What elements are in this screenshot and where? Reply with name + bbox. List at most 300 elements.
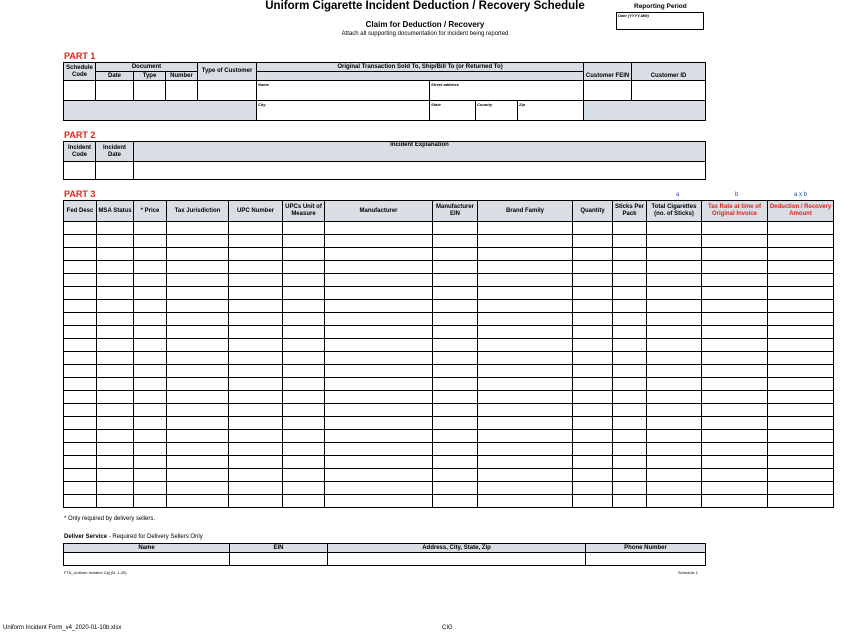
part3-cell[interactable]	[702, 443, 768, 456]
part3-cell[interactable]	[325, 482, 433, 495]
part3-cell[interactable]	[478, 417, 573, 430]
part3-cell[interactable]	[573, 404, 613, 417]
part3-cell[interactable]	[573, 443, 613, 456]
part3-cell[interactable]	[613, 378, 647, 391]
part3-cell[interactable]	[325, 365, 433, 378]
part3-cell[interactable]	[325, 222, 433, 235]
part3-cell[interactable]	[647, 404, 702, 417]
part3-cell[interactable]	[647, 352, 702, 365]
part3-cell[interactable]	[613, 222, 647, 235]
part3-cell[interactable]	[97, 313, 134, 326]
part3-cell[interactable]	[167, 339, 229, 352]
part3-cell[interactable]	[283, 417, 325, 430]
part3-cell[interactable]	[613, 287, 647, 300]
part3-cell[interactable]	[325, 300, 433, 313]
part3-cell[interactable]	[768, 482, 834, 495]
part3-cell[interactable]	[97, 352, 134, 365]
part3-cell[interactable]	[229, 235, 283, 248]
part3-cell[interactable]	[433, 430, 478, 443]
part3-cell[interactable]	[167, 469, 229, 482]
part3-cell[interactable]	[283, 235, 325, 248]
part3-cell[interactable]	[97, 326, 134, 339]
part3-cell[interactable]	[647, 417, 702, 430]
part3-cell[interactable]	[613, 417, 647, 430]
part3-cell[interactable]	[478, 274, 573, 287]
part3-cell[interactable]	[64, 456, 97, 469]
part3-cell[interactable]	[64, 378, 97, 391]
part3-cell[interactable]	[229, 456, 283, 469]
part3-cell[interactable]	[702, 469, 768, 482]
part3-cell[interactable]	[768, 248, 834, 261]
part3-cell[interactable]	[325, 495, 433, 508]
part3-cell[interactable]	[64, 287, 97, 300]
part3-cell[interactable]	[97, 248, 134, 261]
part3-cell[interactable]	[167, 313, 229, 326]
part3-cell[interactable]	[325, 235, 433, 248]
schedule-code-cell[interactable]	[64, 81, 96, 101]
part3-cell[interactable]	[702, 287, 768, 300]
part3-cell[interactable]	[702, 430, 768, 443]
part3-cell[interactable]	[325, 352, 433, 365]
country-field[interactable]: Country	[476, 101, 518, 121]
part3-cell[interactable]	[134, 235, 167, 248]
customer-type-cell[interactable]	[198, 81, 257, 101]
part3-cell[interactable]	[478, 430, 573, 443]
part3-cell[interactable]	[768, 417, 834, 430]
customer-fein-cell[interactable]	[584, 81, 632, 101]
part3-cell[interactable]	[573, 482, 613, 495]
part3-cell[interactable]	[768, 365, 834, 378]
part3-cell[interactable]	[433, 365, 478, 378]
part3-cell[interactable]	[229, 248, 283, 261]
part3-cell[interactable]	[478, 404, 573, 417]
part3-cell[interactable]	[229, 495, 283, 508]
part3-cell[interactable]	[64, 274, 97, 287]
part3-cell[interactable]	[97, 495, 134, 508]
part3-cell[interactable]	[573, 352, 613, 365]
part3-cell[interactable]	[325, 326, 433, 339]
part3-cell[interactable]	[64, 482, 97, 495]
part3-cell[interactable]	[768, 313, 834, 326]
part3-cell[interactable]	[283, 261, 325, 274]
part3-cell[interactable]	[768, 456, 834, 469]
part3-cell[interactable]	[613, 261, 647, 274]
part3-cell[interactable]	[613, 274, 647, 287]
part3-cell[interactable]	[97, 456, 134, 469]
part3-cell[interactable]	[647, 300, 702, 313]
part3-cell[interactable]	[613, 300, 647, 313]
city-field[interactable]: City	[257, 101, 430, 121]
part3-cell[interactable]	[97, 469, 134, 482]
part3-cell[interactable]	[64, 495, 97, 508]
delivery-name-cell[interactable]	[64, 553, 230, 566]
part3-cell[interactable]	[97, 274, 134, 287]
part3-cell[interactable]	[64, 222, 97, 235]
part3-cell[interactable]	[283, 391, 325, 404]
part3-cell[interactable]	[283, 222, 325, 235]
part3-cell[interactable]	[702, 300, 768, 313]
part3-cell[interactable]	[613, 482, 647, 495]
part3-cell[interactable]	[478, 495, 573, 508]
part3-cell[interactable]	[478, 378, 573, 391]
incident-code-cell[interactable]	[64, 162, 96, 180]
zip-field[interactable]: Zip	[518, 101, 584, 121]
part3-cell[interactable]	[647, 456, 702, 469]
part3-cell[interactable]	[647, 430, 702, 443]
part3-cell[interactable]	[64, 365, 97, 378]
part3-cell[interactable]	[647, 391, 702, 404]
part3-cell[interactable]	[573, 313, 613, 326]
part3-cell[interactable]	[768, 495, 834, 508]
part3-cell[interactable]	[478, 391, 573, 404]
part3-cell[interactable]	[97, 287, 134, 300]
part3-cell[interactable]	[134, 495, 167, 508]
part3-cell[interactable]	[647, 248, 702, 261]
part3-cell[interactable]	[229, 313, 283, 326]
part3-cell[interactable]	[283, 274, 325, 287]
part3-cell[interactable]	[573, 365, 613, 378]
part3-cell[interactable]	[229, 261, 283, 274]
part3-cell[interactable]	[573, 391, 613, 404]
part3-cell[interactable]	[167, 365, 229, 378]
part3-cell[interactable]	[573, 287, 613, 300]
part3-cell[interactable]	[64, 235, 97, 248]
part3-cell[interactable]	[167, 391, 229, 404]
part3-cell[interactable]	[97, 430, 134, 443]
part3-cell[interactable]	[167, 404, 229, 417]
part3-cell[interactable]	[768, 287, 834, 300]
part3-cell[interactable]	[647, 495, 702, 508]
part3-cell[interactable]	[229, 352, 283, 365]
part3-cell[interactable]	[134, 352, 167, 365]
part3-cell[interactable]	[647, 274, 702, 287]
part3-cell[interactable]	[229, 417, 283, 430]
part3-cell[interactable]	[134, 456, 167, 469]
part3-cell[interactable]	[768, 378, 834, 391]
part3-cell[interactable]	[647, 235, 702, 248]
part3-cell[interactable]	[573, 339, 613, 352]
part3-cell[interactable]	[283, 300, 325, 313]
part3-cell[interactable]	[573, 235, 613, 248]
part3-cell[interactable]	[283, 339, 325, 352]
part3-cell[interactable]	[325, 274, 433, 287]
part3-cell[interactable]	[97, 404, 134, 417]
part3-cell[interactable]	[573, 456, 613, 469]
part3-cell[interactable]	[97, 482, 134, 495]
part3-cell[interactable]	[478, 287, 573, 300]
part3-cell[interactable]	[134, 391, 167, 404]
part3-cell[interactable]	[433, 261, 478, 274]
part3-cell[interactable]	[613, 495, 647, 508]
part3-cell[interactable]	[702, 261, 768, 274]
doc-date-cell[interactable]	[96, 81, 134, 101]
part3-cell[interactable]	[167, 287, 229, 300]
part3-cell[interactable]	[433, 313, 478, 326]
part3-cell[interactable]	[613, 365, 647, 378]
part3-cell[interactable]	[325, 339, 433, 352]
part3-cell[interactable]	[283, 326, 325, 339]
doc-number-cell[interactable]	[166, 81, 198, 101]
part3-cell[interactable]	[283, 469, 325, 482]
part3-cell[interactable]	[325, 456, 433, 469]
part3-cell[interactable]	[167, 222, 229, 235]
part3-cell[interactable]	[647, 326, 702, 339]
part3-cell[interactable]	[134, 274, 167, 287]
part3-cell[interactable]	[97, 222, 134, 235]
part3-cell[interactable]	[325, 417, 433, 430]
part3-cell[interactable]	[478, 261, 573, 274]
part3-cell[interactable]	[433, 391, 478, 404]
part3-cell[interactable]	[613, 404, 647, 417]
part3-cell[interactable]	[283, 365, 325, 378]
part3-cell[interactable]	[768, 339, 834, 352]
part3-cell[interactable]	[134, 430, 167, 443]
part3-cell[interactable]	[573, 430, 613, 443]
part3-cell[interactable]	[97, 443, 134, 456]
part3-cell[interactable]	[647, 222, 702, 235]
part3-cell[interactable]	[283, 430, 325, 443]
part3-cell[interactable]	[229, 443, 283, 456]
part3-cell[interactable]	[64, 326, 97, 339]
part3-cell[interactable]	[478, 300, 573, 313]
part3-cell[interactable]	[433, 222, 478, 235]
part3-cell[interactable]	[325, 391, 433, 404]
part3-cell[interactable]	[97, 339, 134, 352]
part3-cell[interactable]	[768, 443, 834, 456]
part3-cell[interactable]	[134, 339, 167, 352]
part3-cell[interactable]	[134, 378, 167, 391]
part3-cell[interactable]	[702, 391, 768, 404]
part3-cell[interactable]	[229, 300, 283, 313]
part3-cell[interactable]	[167, 261, 229, 274]
part3-cell[interactable]	[768, 469, 834, 482]
part3-cell[interactable]	[134, 417, 167, 430]
part3-cell[interactable]	[433, 248, 478, 261]
part3-cell[interactable]	[64, 352, 97, 365]
part3-cell[interactable]	[64, 417, 97, 430]
part3-cell[interactable]	[613, 235, 647, 248]
part3-cell[interactable]	[613, 391, 647, 404]
part3-cell[interactable]	[647, 365, 702, 378]
part3-cell[interactable]	[134, 404, 167, 417]
part3-cell[interactable]	[433, 352, 478, 365]
part3-cell[interactable]	[97, 365, 134, 378]
part3-cell[interactable]	[229, 469, 283, 482]
part3-cell[interactable]	[613, 352, 647, 365]
part3-cell[interactable]	[167, 235, 229, 248]
part3-cell[interactable]	[229, 378, 283, 391]
part3-cell[interactable]	[64, 313, 97, 326]
part3-cell[interactable]	[283, 482, 325, 495]
part3-cell[interactable]	[64, 391, 97, 404]
incident-explanation-cell[interactable]	[134, 162, 706, 180]
part3-cell[interactable]	[702, 365, 768, 378]
part3-cell[interactable]	[433, 326, 478, 339]
delivery-address-cell[interactable]	[328, 553, 586, 566]
part3-cell[interactable]	[702, 326, 768, 339]
part3-cell[interactable]	[573, 222, 613, 235]
part3-cell[interactable]	[647, 469, 702, 482]
part3-cell[interactable]	[167, 443, 229, 456]
part3-cell[interactable]	[229, 274, 283, 287]
part3-cell[interactable]	[229, 430, 283, 443]
part3-cell[interactable]	[64, 404, 97, 417]
part3-cell[interactable]	[433, 378, 478, 391]
part3-cell[interactable]	[478, 456, 573, 469]
part3-cell[interactable]	[478, 443, 573, 456]
part3-cell[interactable]	[325, 404, 433, 417]
part3-cell[interactable]	[478, 339, 573, 352]
part3-cell[interactable]	[478, 248, 573, 261]
part3-cell[interactable]	[768, 430, 834, 443]
part3-cell[interactable]	[573, 261, 613, 274]
part3-cell[interactable]	[573, 469, 613, 482]
part3-cell[interactable]	[478, 222, 573, 235]
part3-cell[interactable]	[478, 235, 573, 248]
part3-cell[interactable]	[167, 430, 229, 443]
part3-cell[interactable]	[134, 300, 167, 313]
part3-cell[interactable]	[97, 261, 134, 274]
part3-cell[interactable]	[573, 378, 613, 391]
part3-cell[interactable]	[283, 443, 325, 456]
part3-cell[interactable]	[64, 469, 97, 482]
part3-cell[interactable]	[167, 352, 229, 365]
part3-cell[interactable]	[134, 261, 167, 274]
part3-cell[interactable]	[433, 339, 478, 352]
part3-cell[interactable]	[768, 222, 834, 235]
part3-cell[interactable]	[229, 365, 283, 378]
part3-cell[interactable]	[702, 274, 768, 287]
part3-cell[interactable]	[647, 261, 702, 274]
part3-cell[interactable]	[768, 235, 834, 248]
part3-cell[interactable]	[167, 326, 229, 339]
part3-cell[interactable]	[134, 365, 167, 378]
part3-cell[interactable]	[134, 469, 167, 482]
part3-cell[interactable]	[325, 287, 433, 300]
part3-cell[interactable]	[134, 443, 167, 456]
part3-cell[interactable]	[283, 456, 325, 469]
part3-cell[interactable]	[167, 456, 229, 469]
part3-cell[interactable]	[573, 326, 613, 339]
part3-cell[interactable]	[229, 326, 283, 339]
part3-cell[interactable]	[325, 248, 433, 261]
part3-cell[interactable]	[702, 222, 768, 235]
part3-cell[interactable]	[613, 443, 647, 456]
part3-cell[interactable]	[702, 352, 768, 365]
part3-cell[interactable]	[433, 287, 478, 300]
part3-cell[interactable]	[433, 235, 478, 248]
part3-cell[interactable]	[97, 235, 134, 248]
part3-cell[interactable]	[702, 313, 768, 326]
part3-cell[interactable]	[613, 456, 647, 469]
part3-cell[interactable]	[283, 313, 325, 326]
part3-cell[interactable]	[134, 326, 167, 339]
part3-cell[interactable]	[702, 339, 768, 352]
part3-cell[interactable]	[134, 313, 167, 326]
part3-cell[interactable]	[613, 248, 647, 261]
part3-cell[interactable]	[167, 378, 229, 391]
part3-cell[interactable]	[573, 274, 613, 287]
part3-cell[interactable]	[702, 378, 768, 391]
part3-cell[interactable]	[283, 495, 325, 508]
part3-cell[interactable]	[433, 404, 478, 417]
part3-cell[interactable]	[97, 300, 134, 313]
part3-cell[interactable]	[229, 404, 283, 417]
part3-cell[interactable]	[433, 443, 478, 456]
part3-cell[interactable]	[613, 430, 647, 443]
part3-cell[interactable]	[647, 443, 702, 456]
part3-cell[interactable]	[433, 495, 478, 508]
part3-cell[interactable]	[433, 300, 478, 313]
part3-cell[interactable]	[229, 482, 283, 495]
part3-cell[interactable]	[64, 430, 97, 443]
part3-cell[interactable]	[768, 391, 834, 404]
part3-cell[interactable]	[768, 300, 834, 313]
part3-cell[interactable]	[229, 391, 283, 404]
part3-cell[interactable]	[97, 417, 134, 430]
part3-cell[interactable]	[647, 378, 702, 391]
part3-cell[interactable]	[433, 417, 478, 430]
part3-cell[interactable]	[64, 300, 97, 313]
part3-cell[interactable]	[478, 326, 573, 339]
part3-cell[interactable]	[573, 300, 613, 313]
part3-cell[interactable]	[283, 287, 325, 300]
delivery-ein-cell[interactable]	[230, 553, 328, 566]
part3-cell[interactable]	[229, 287, 283, 300]
part3-cell[interactable]	[613, 313, 647, 326]
part3-cell[interactable]	[647, 482, 702, 495]
part3-cell[interactable]	[573, 248, 613, 261]
part3-cell[interactable]	[325, 261, 433, 274]
part3-cell[interactable]	[325, 443, 433, 456]
part3-cell[interactable]	[478, 482, 573, 495]
part3-cell[interactable]	[702, 235, 768, 248]
part3-cell[interactable]	[613, 339, 647, 352]
part3-cell[interactable]	[478, 469, 573, 482]
part3-cell[interactable]	[613, 469, 647, 482]
part3-cell[interactable]	[573, 495, 613, 508]
part3-cell[interactable]	[702, 404, 768, 417]
part3-cell[interactable]	[768, 352, 834, 365]
part3-cell[interactable]	[229, 339, 283, 352]
part3-cell[interactable]	[768, 326, 834, 339]
name-field[interactable]: Name	[257, 81, 430, 101]
part3-cell[interactable]	[433, 274, 478, 287]
part3-cell[interactable]	[325, 378, 433, 391]
part3-cell[interactable]	[167, 248, 229, 261]
part3-cell[interactable]	[433, 482, 478, 495]
part3-cell[interactable]	[768, 261, 834, 274]
part3-cell[interactable]	[433, 469, 478, 482]
part3-cell[interactable]	[478, 365, 573, 378]
part3-cell[interactable]	[478, 352, 573, 365]
delivery-phone-cell[interactable]	[586, 553, 706, 566]
part3-cell[interactable]	[64, 339, 97, 352]
part3-cell[interactable]	[702, 482, 768, 495]
part3-cell[interactable]	[134, 482, 167, 495]
part3-cell[interactable]	[167, 417, 229, 430]
part3-cell[interactable]	[134, 287, 167, 300]
part3-cell[interactable]	[478, 313, 573, 326]
incident-date-cell[interactable]	[96, 162, 134, 180]
part3-cell[interactable]	[573, 417, 613, 430]
part3-cell[interactable]	[325, 430, 433, 443]
part3-cell[interactable]	[613, 326, 647, 339]
doc-type-cell[interactable]	[134, 81, 166, 101]
part3-cell[interactable]	[768, 404, 834, 417]
part3-cell[interactable]	[702, 417, 768, 430]
part3-cell[interactable]	[167, 495, 229, 508]
